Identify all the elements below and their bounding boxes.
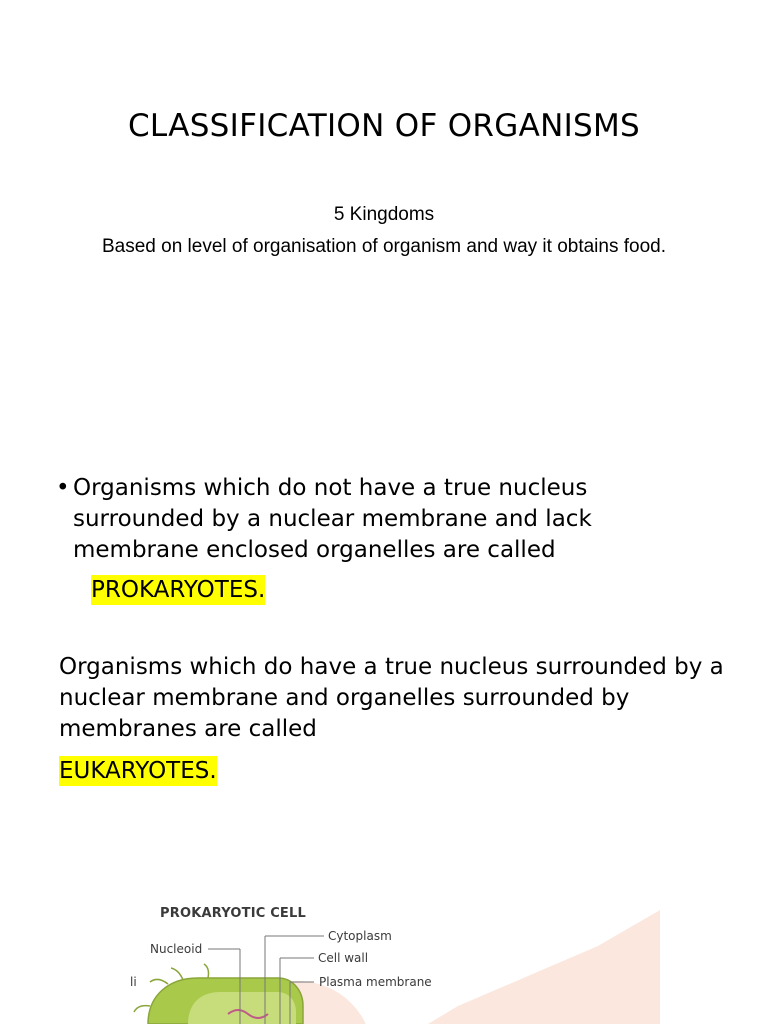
label-cell-wall: Cell wall — [318, 951, 369, 965]
label-nucleoid: Nucleoid — [150, 942, 203, 956]
peach-background-shape — [428, 910, 660, 1024]
eukaryote-description: Organisms which do have a true nucleus surrounded by a nuclear membrane and organelles surrounded by membranes are called — [59, 654, 724, 742]
bullet-dot-icon: • — [56, 475, 70, 501]
prokaryote-label: PROKARYOTES. — [91, 577, 266, 603]
pilus-3 — [204, 964, 209, 978]
prokaryotic-cell-diagram — [128, 896, 660, 1024]
diagram-title: PROKARYOTIC CELL — [160, 906, 306, 921]
subtitle-kingdoms: 5 Kingdoms — [333, 204, 435, 225]
prokaryote-label-wrap — [91, 575, 265, 606]
eukaryote-label-wrap — [59, 756, 217, 787]
prokaryote-bullet — [56, 473, 656, 566]
label-partial: li — [130, 975, 137, 989]
pilus-2 — [171, 968, 183, 980]
subtitle-basis: Based on level of organisation of organism and way it obtains food. — [101, 236, 667, 257]
eukaryote-label: EUKARYOTES. — [59, 758, 217, 784]
label-cytoplasm: Cytoplasm — [328, 929, 392, 943]
prokaryote-description: Organisms which do not have a true nucleus surrounded by a nuclear membrane and lack membrane enclosed organelles are called — [73, 475, 592, 563]
label-plasma-membrane: Plasma membrane — [319, 975, 432, 989]
pilus-4 — [134, 1006, 150, 1012]
subtitle-block — [90, 202, 678, 266]
pilus-1 — [150, 979, 168, 984]
slide-title: CLASSIFICATION OF ORGANISMS — [127, 108, 641, 144]
